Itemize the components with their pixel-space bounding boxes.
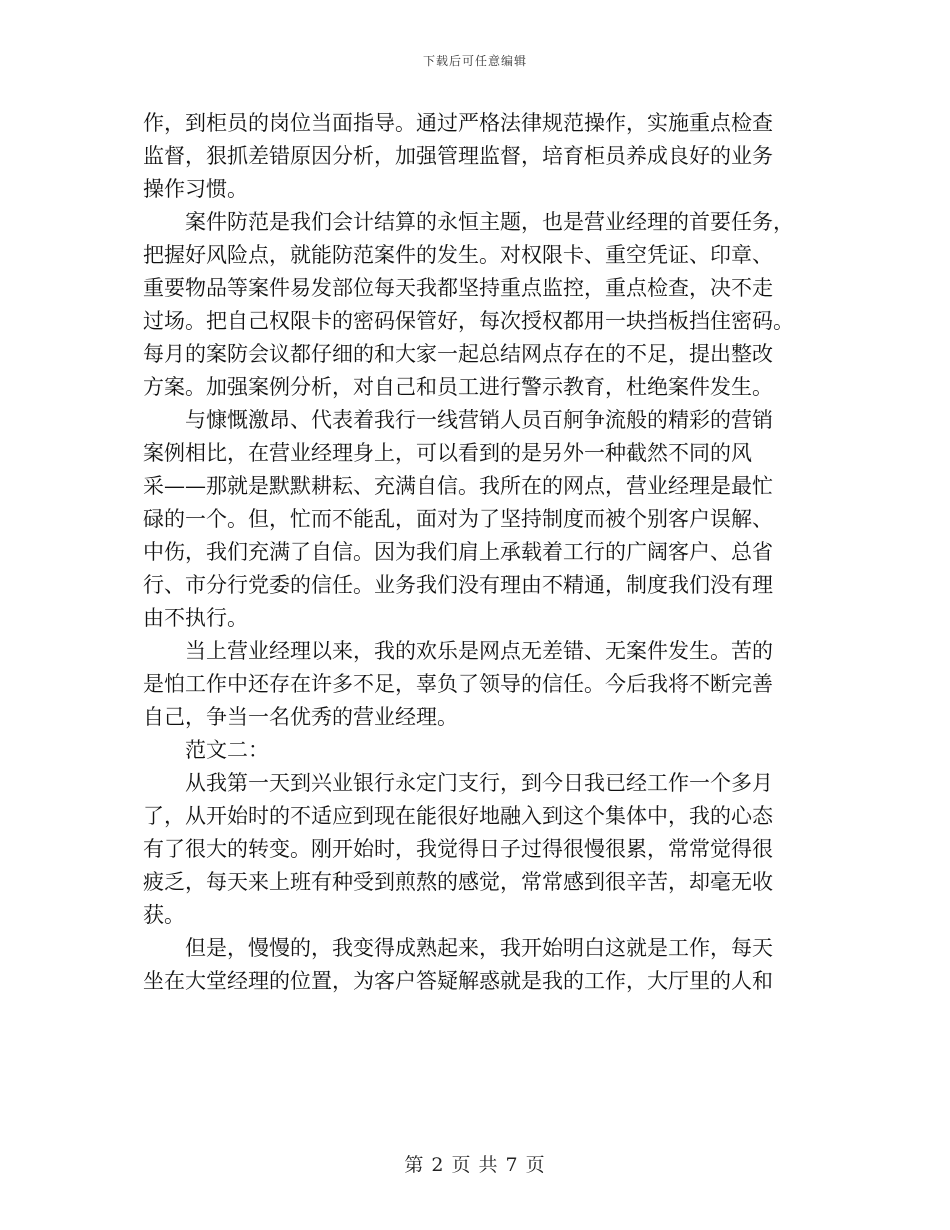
- body-line: 当上营业经理以来，我的欢乐是网点无差错、无案件发生。苦的: [185, 639, 773, 663]
- body-line: 采——那就是默默耕耘、充满自信。我所在的网点，营业经理是最忙: [143, 474, 773, 498]
- body-line: 自己，争当一名优秀的营业经理。: [143, 705, 458, 729]
- body-line: 是怕工作中还存在许多不足，辜负了领导的信任。今后我将不断完善: [143, 672, 773, 696]
- page-header: 下载后可任意编辑: [422, 54, 527, 68]
- body-line: 由不执行。: [143, 606, 248, 630]
- body-line: 与慷慨激昂、代表着我行一线营销人员百舸争流般的精彩的营销: [185, 408, 773, 432]
- body-line: 作，到柜员的岗位当面指导。通过严格法律规范操作，实施重点检查: [143, 111, 773, 135]
- body-line: 案例相比，在营业经理身上，可以看到的是另外一种截然不同的风: [143, 441, 752, 465]
- body-line: 但是，慢慢的，我变得成熟起来，我开始明白这就是工作，每天: [185, 936, 773, 960]
- body-line: 从我第一天到兴业银行永定门支行，到今日我已经工作一个多月: [185, 771, 773, 795]
- body-line: 了，从开始时的不适应到现在能很好地融入到这个集体中，我的心态: [143, 804, 773, 828]
- section-heading: 范文二：: [185, 738, 269, 762]
- body-line: 行、市分行党委的信任。业务我们没有理由不精通，制度我们没有理: [143, 573, 773, 597]
- body-line: 监督，狠抓差错原因分析，加强管理监督，培育柜员养成良好的业务: [143, 144, 773, 168]
- page-footer: 第 2 页 共 7 页: [404, 1154, 546, 1176]
- body-line: 碌的一个。但，忙而不能乱，面对为了坚持制度而被个别客户误解、: [143, 507, 773, 531]
- body-line: 获。: [143, 903, 185, 927]
- body-line: 方案。加强案例分析，对自己和员工进行警示教育，杜绝案件发生。: [143, 375, 773, 399]
- body-line: 坐在大堂经理的位置，为客户答疑解惑就是我的工作，大厅里的人和: [143, 969, 773, 993]
- body-line: 过场。把自己权限卡的密码保管好，每次授权都用一块挡板挡住密码。: [143, 309, 794, 333]
- document-body: [143, 107, 808, 998]
- body-line: 操作习惯。: [143, 177, 248, 201]
- body-line: 案件防范是我们会计结算的永恒主题，也是营业经理的首要任务，: [185, 210, 794, 234]
- body-line: 有了很大的转变。刚开始时，我觉得日子过得很慢很累，常常觉得很: [143, 837, 773, 861]
- body-line: 把握好风险点，就能防范案件的发生。对权限卡、重空凭证、印章、: [143, 243, 773, 267]
- body-line: 每月的案防会议都仔细的和大家一起总结网点存在的不足，提出整改: [143, 342, 773, 366]
- body-line: 疲乏，每天来上班有种受到煎熬的感觉，常常感到很辛苦，却毫无收: [143, 870, 773, 894]
- body-line: 重要物品等案件易发部位每天我都坚持重点监控，重点检查，决不走: [143, 276, 773, 300]
- body-line: 中伤，我们充满了自信。因为我们肩上承载着工行的广阔客户、总省: [143, 540, 773, 564]
